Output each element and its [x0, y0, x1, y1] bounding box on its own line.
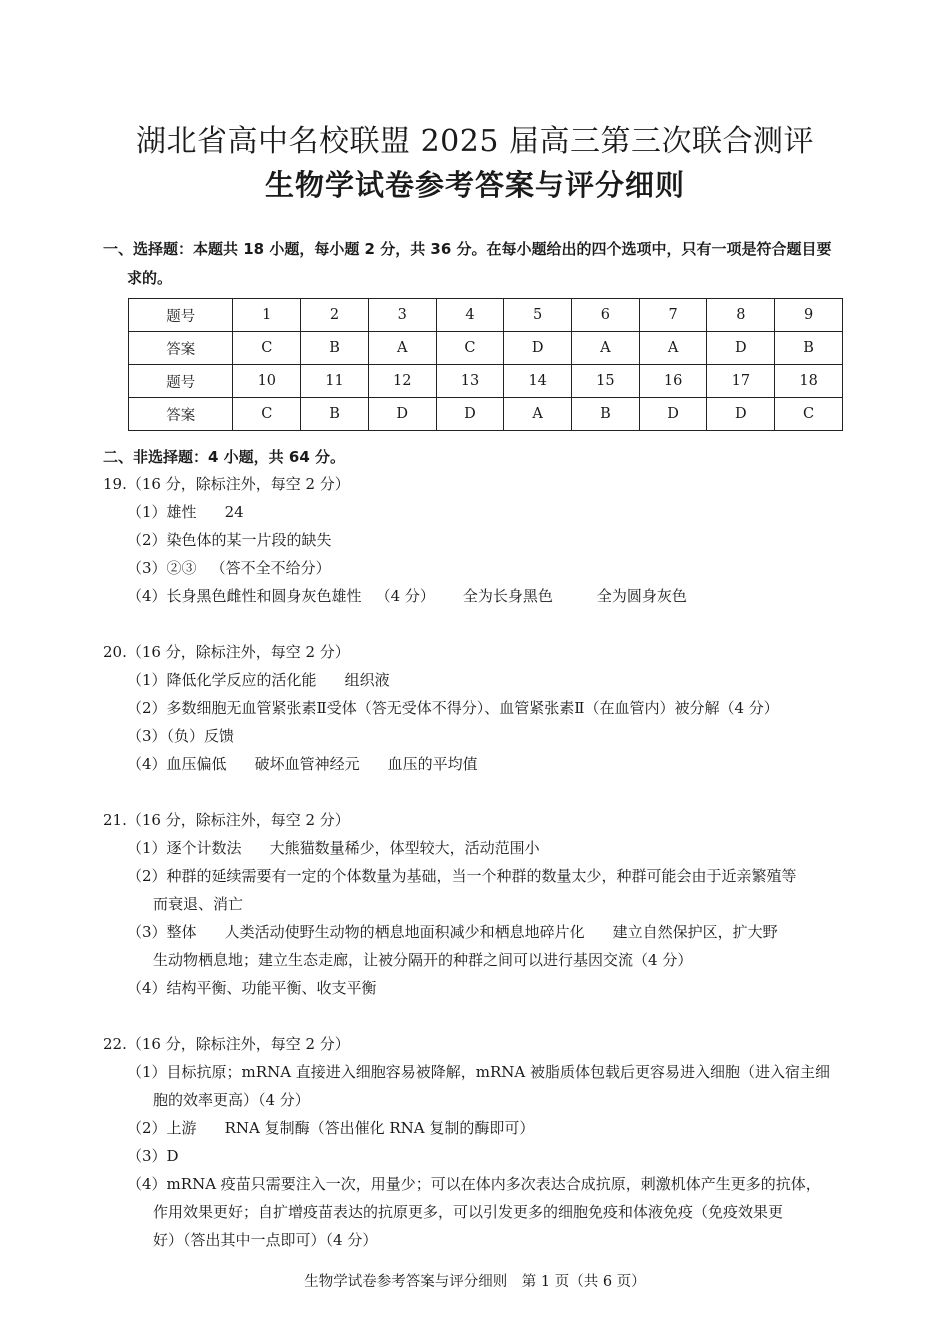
question-number: 4: [436, 299, 504, 332]
answer-text: 破坏血管神经元: [254, 755, 360, 773]
item-number: （1）: [127, 1063, 167, 1081]
row-label: 答案: [129, 332, 233, 365]
question-number: 11: [301, 365, 369, 398]
answer-text: 降低化学反应的活化能: [166, 671, 317, 689]
q19-line-4: [127, 585, 687, 606]
answer-text: 大熊猫数量稀少，体型较大，活动范围小: [269, 839, 540, 857]
item-number: （1）: [127, 503, 167, 521]
question-number: 13: [436, 365, 504, 398]
answer-text: 长身黑色雌性和圆身灰色雄性: [166, 587, 362, 605]
question-number: 7: [639, 299, 707, 332]
q22-line-4: [127, 1173, 821, 1194]
q19-line-2: [127, 529, 332, 550]
section2-heading: 二、非选择题：4 小题，共 64 分。: [103, 448, 345, 466]
q21-line-3-cont: 生动物栖息地；建立生态走廊，让被分隔开的种群之间可以进行基因交流（4 分）: [153, 951, 693, 969]
q21-line-3: [127, 921, 778, 942]
question-number: 1: [233, 299, 301, 332]
row-label: 题号: [129, 299, 233, 332]
question-number: 2: [301, 299, 369, 332]
question-number: 3: [368, 299, 436, 332]
question-number: 17: [707, 365, 775, 398]
q22-line-1: [127, 1061, 830, 1082]
item-number: （3）: [127, 1147, 167, 1165]
answer-text: 人类活动使野生动物的栖息地面积减少和栖息地碎片化: [224, 923, 585, 941]
answer-text: （负）反馈: [166, 727, 235, 745]
answer-text: 逐个计数法: [166, 839, 242, 857]
answer-text: 上游: [166, 1119, 197, 1137]
answer-cell: B: [572, 398, 640, 431]
item-number: （4）: [127, 1175, 167, 1193]
answer-cell: D: [368, 398, 436, 431]
table-row-answers-1: [129, 332, 843, 365]
q22-line-4-cont-1: 作用效果更好；自扩增疫苗表达的抗原更多，可以引发更多的细胞免疫和体液免疫（免疫效果更: [153, 1203, 784, 1221]
item-number: （3）: [127, 727, 167, 745]
answer-cell: C: [233, 332, 301, 365]
item-number: （2）: [127, 531, 167, 549]
item-number: （2）: [127, 867, 167, 885]
answer-cell: C: [436, 332, 504, 365]
document-subtitle: 生物学试卷参考答案与评分细则: [264, 168, 685, 202]
q20-heading: 20.（16 分，除标注外，每空 2 分）: [103, 643, 350, 661]
answer-text: 全为长身黑色: [462, 587, 553, 605]
answer-cell: C: [775, 398, 843, 431]
q22-line-2: [127, 1117, 534, 1138]
answer-cell: A: [368, 332, 436, 365]
section1-heading: 一、选择题：本题共 18 小题，每小题 2 分，共 36 分。在每小题给出的四个选项中，只有一项是符合题目要: [103, 240, 832, 258]
answer-text: 血压偏低: [166, 755, 227, 773]
q20-line-4: [127, 753, 478, 774]
answer-text: 目标抗原；mRNA 直接进入细胞容易被降解，mRNA 被脂质体包载后更容易进入细胞（进入宿主细: [166, 1063, 831, 1081]
q21-line-2-cont: 而衰退、消亡: [153, 895, 244, 913]
answer-cell: D: [436, 398, 504, 431]
question-number: 15: [572, 365, 640, 398]
question-number: 10: [233, 365, 301, 398]
question-number: 5: [504, 299, 572, 332]
table-row-numbers-1: [129, 299, 843, 332]
q19-line-1: [127, 501, 244, 522]
answer-cell: B: [301, 398, 369, 431]
answer-text: RNA 复制酶（答出催化 RNA 复制的酶即可）: [224, 1119, 535, 1137]
choice-answer-table: [128, 298, 843, 431]
question-number: 9: [775, 299, 843, 332]
answer-text: 建立自然保护区，扩大野: [612, 923, 778, 941]
answer-text: ②③: [166, 559, 197, 577]
item-number: （2）: [127, 1119, 167, 1137]
q21-heading: 21.（16 分，除标注外，每空 2 分）: [103, 811, 350, 829]
answer-text: 多数细胞无血管紧张素Ⅱ受体（答无受体不得分）、血管紧张素Ⅱ（在血管内）被分解（4 分）: [166, 699, 779, 717]
item-number: （1）: [127, 839, 167, 857]
item-number: （4）: [127, 755, 167, 773]
answer-cell: B: [301, 332, 369, 365]
item-number: （1）: [127, 671, 167, 689]
row-label: 答案: [129, 398, 233, 431]
table-row-answers-2: [129, 398, 843, 431]
answer-cell: B: [775, 332, 843, 365]
q22-line-1-cont: 胞的效率更高）（4 分）: [153, 1091, 310, 1109]
page-footer: 生物学试卷参考答案与评分细则 第 1 页（共 6 页）: [304, 1274, 646, 1290]
answer-cell: D: [707, 398, 775, 431]
q19-line-3: [127, 557, 331, 578]
question-number: 12: [368, 365, 436, 398]
question-number: 8: [707, 299, 775, 332]
q21-line-1: [127, 837, 540, 858]
q20-line-2: [127, 697, 779, 718]
answer-text: 染色体的某一片段的缺失: [166, 531, 332, 549]
question-number: 18: [775, 365, 843, 398]
item-number: （4）: [127, 587, 167, 605]
score-note: （4 分）: [375, 587, 435, 605]
item-number: （3）: [127, 559, 167, 577]
question-number: 16: [639, 365, 707, 398]
exam-title: 湖北省高中名校联盟 2025 届高三第三次联合测评: [136, 124, 814, 159]
answer-note: （答不全不给分）: [210, 559, 331, 577]
item-number: （3）: [127, 923, 167, 941]
answer-cell: C: [233, 398, 301, 431]
answer-cell: D: [504, 332, 572, 365]
q19-heading: 19.（16 分，除标注外，每空 2 分）: [103, 475, 350, 493]
answer-text: D: [166, 1147, 179, 1165]
q20-line-1: [127, 669, 390, 690]
q20-line-3: [127, 725, 234, 746]
answer-cell: A: [639, 332, 707, 365]
answer-text: 全为圆身灰色: [596, 587, 687, 605]
q22-heading: 22.（16 分，除标注外，每空 2 分）: [103, 1035, 350, 1053]
section1-heading-cont: 求的。: [127, 269, 173, 287]
item-number: （4）: [127, 979, 167, 997]
q21-line-2: [127, 865, 797, 886]
answer-text: 种群的延续需要有一定的个体数量为基础，当一个种群的数量太少，种群可能会由于近亲繁殖等: [166, 867, 797, 885]
answer-text: mRNA 疫苗只需要注入一次，用量少；可以在体内多次表达合成抗原，刺激机体产生更多的抗体，: [166, 1175, 821, 1193]
row-label: 题号: [129, 365, 233, 398]
answer-cell: D: [639, 398, 707, 431]
table-row-numbers-2: [129, 365, 843, 398]
answer-text: 24: [224, 503, 244, 521]
q22-line-3: [127, 1145, 179, 1166]
question-number: 14: [504, 365, 572, 398]
answer-cell: A: [572, 332, 640, 365]
q22-line-4-cont-2: 好）（答出其中一点即可）（4 分）: [153, 1231, 378, 1249]
question-number: 6: [572, 299, 640, 332]
item-number: （2）: [127, 699, 167, 717]
answer-text: 组织液: [344, 671, 390, 689]
answer-text: 结构平衡、功能平衡、收支平衡: [166, 979, 377, 997]
answer-text: 雄性: [166, 503, 197, 521]
answer-text: 整体: [166, 923, 197, 941]
q21-line-4: [127, 977, 377, 998]
answer-cell: D: [707, 332, 775, 365]
answer-cell: A: [504, 398, 572, 431]
answer-text: 血压的平均值: [387, 755, 478, 773]
